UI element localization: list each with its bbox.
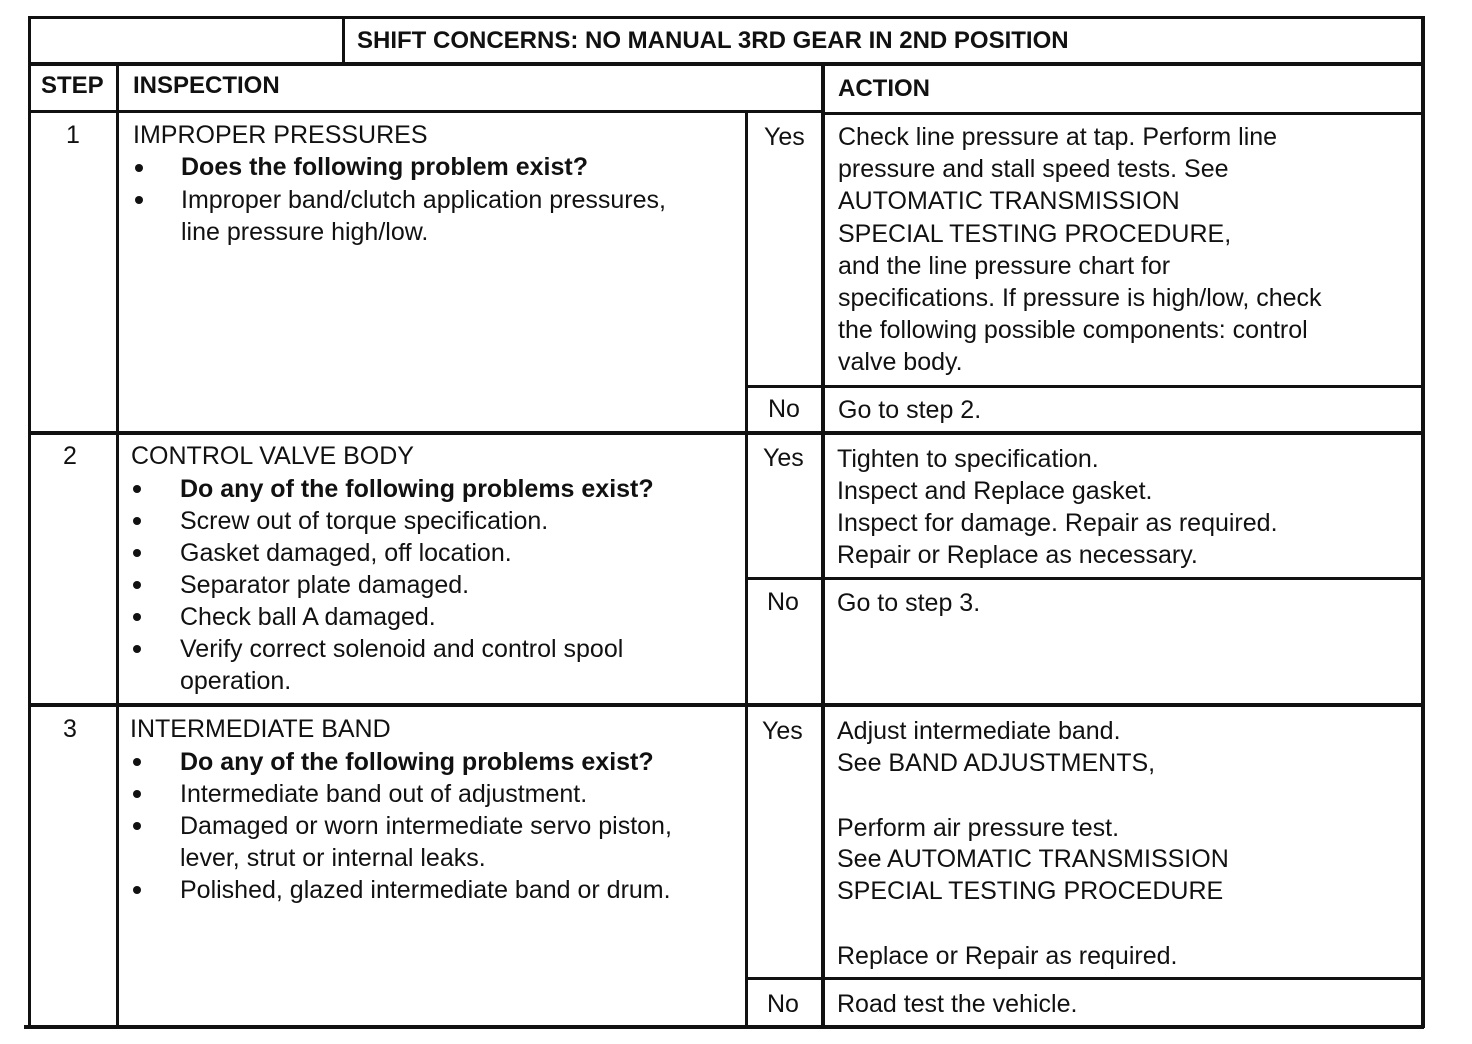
- yes-action-line: SPECIAL TESTING PROCEDURE: [837, 877, 1224, 905]
- no-action-line: Road test the vehicle.: [837, 990, 1078, 1018]
- inspection-item: Separator plate damaged.: [180, 571, 470, 599]
- yes-action-line: the following possible components: control: [838, 316, 1308, 344]
- no-label: No: [767, 990, 799, 1018]
- inspection-item: Screw out of torque specification.: [180, 507, 549, 535]
- inspection-item: Damaged or worn intermediate servo piston,: [180, 812, 672, 840]
- step-number: 2: [63, 442, 77, 470]
- bullet-icon: [135, 196, 143, 204]
- inspection-item: Gasket damaged, off location.: [180, 539, 512, 567]
- yes-action-line: Check line pressure at tap. Perform line: [838, 123, 1278, 151]
- no-label: No: [767, 588, 799, 616]
- inspection-item: line pressure high/low.: [181, 218, 429, 246]
- yes-action-line: Replace or Repair as required.: [837, 942, 1178, 970]
- step-number: 1: [66, 121, 80, 149]
- inspection-column-header: INSPECTION: [133, 72, 280, 99]
- yes-action-line: Tighten to specification.: [837, 445, 1099, 473]
- bullet-icon: [133, 581, 141, 589]
- yes-label: Yes: [762, 717, 803, 745]
- bullet-icon: [133, 886, 141, 894]
- inspection-heading: INTERMEDIATE BAND: [130, 715, 391, 743]
- step-column-header: STEP: [41, 72, 104, 99]
- inspection-question: Does the following problem exist?: [181, 153, 588, 181]
- bullet-icon: [133, 790, 141, 798]
- no-label: No: [768, 395, 800, 423]
- yes-action-line: valve body.: [838, 348, 963, 376]
- bullet-icon: [133, 758, 141, 766]
- inspection-question: Do any of the following problems exist?: [180, 748, 654, 776]
- yes-action-line: Adjust intermediate band.: [837, 717, 1121, 745]
- inspection-item: lever, strut or internal leaks.: [180, 844, 486, 872]
- yes-action-line: See AUTOMATIC TRANSMISSION: [837, 845, 1229, 873]
- inspection-heading: CONTROL VALVE BODY: [131, 442, 414, 470]
- inspection-item: Check ball A damaged.: [180, 603, 436, 631]
- inspection-item: operation.: [180, 667, 292, 695]
- yes-action-line: Inspect and Replace gasket.: [837, 477, 1153, 505]
- bullet-icon: [133, 517, 141, 525]
- bullet-icon: [133, 549, 141, 557]
- yes-label: Yes: [764, 123, 805, 151]
- inspection-heading: IMPROPER PRESSURES: [133, 121, 428, 149]
- yes-action-line: SPECIAL TESTING PROCEDURE,: [838, 220, 1232, 248]
- inspection-question: Do any of the following problems exist?: [180, 475, 654, 503]
- action-column-header: ACTION: [838, 75, 930, 102]
- inspection-item: Verify correct solenoid and control spool: [180, 635, 624, 663]
- table-title: SHIFT CONCERNS: NO MANUAL 3RD GEAR IN 2ND POSITION: [357, 27, 1069, 54]
- inspection-item: Polished, glazed intermediate band or drum.: [180, 876, 671, 904]
- yes-label: Yes: [763, 444, 804, 472]
- no-action-line: Go to step 2.: [838, 396, 982, 424]
- yes-action-line: AUTOMATIC TRANSMISSION: [838, 187, 1180, 215]
- bullet-icon: [133, 822, 141, 830]
- bullet-icon: [133, 485, 141, 493]
- yes-action-line: Inspect for damage. Repair as required.: [837, 509, 1278, 537]
- yes-action-line: Perform air pressure test.: [837, 814, 1120, 842]
- no-action-line: Go to step 3.: [837, 589, 981, 617]
- yes-action-line: Repair or Replace as necessary.: [837, 541, 1198, 569]
- yes-action-line: See BAND ADJUSTMENTS,: [837, 749, 1156, 777]
- step-number: 3: [63, 715, 77, 743]
- inspection-item: Improper band/clutch application pressures,: [181, 186, 666, 214]
- bullet-icon: [135, 164, 143, 172]
- yes-action-line: pressure and stall speed tests. See: [838, 155, 1229, 183]
- yes-action-line: and the line pressure chart for: [838, 252, 1171, 280]
- bullet-icon: [133, 613, 141, 621]
- yes-action-line: specifications. If pressure is high/low, check: [838, 284, 1322, 312]
- bullet-icon: [133, 645, 141, 653]
- inspection-item: Intermediate band out of adjustment.: [180, 780, 588, 808]
